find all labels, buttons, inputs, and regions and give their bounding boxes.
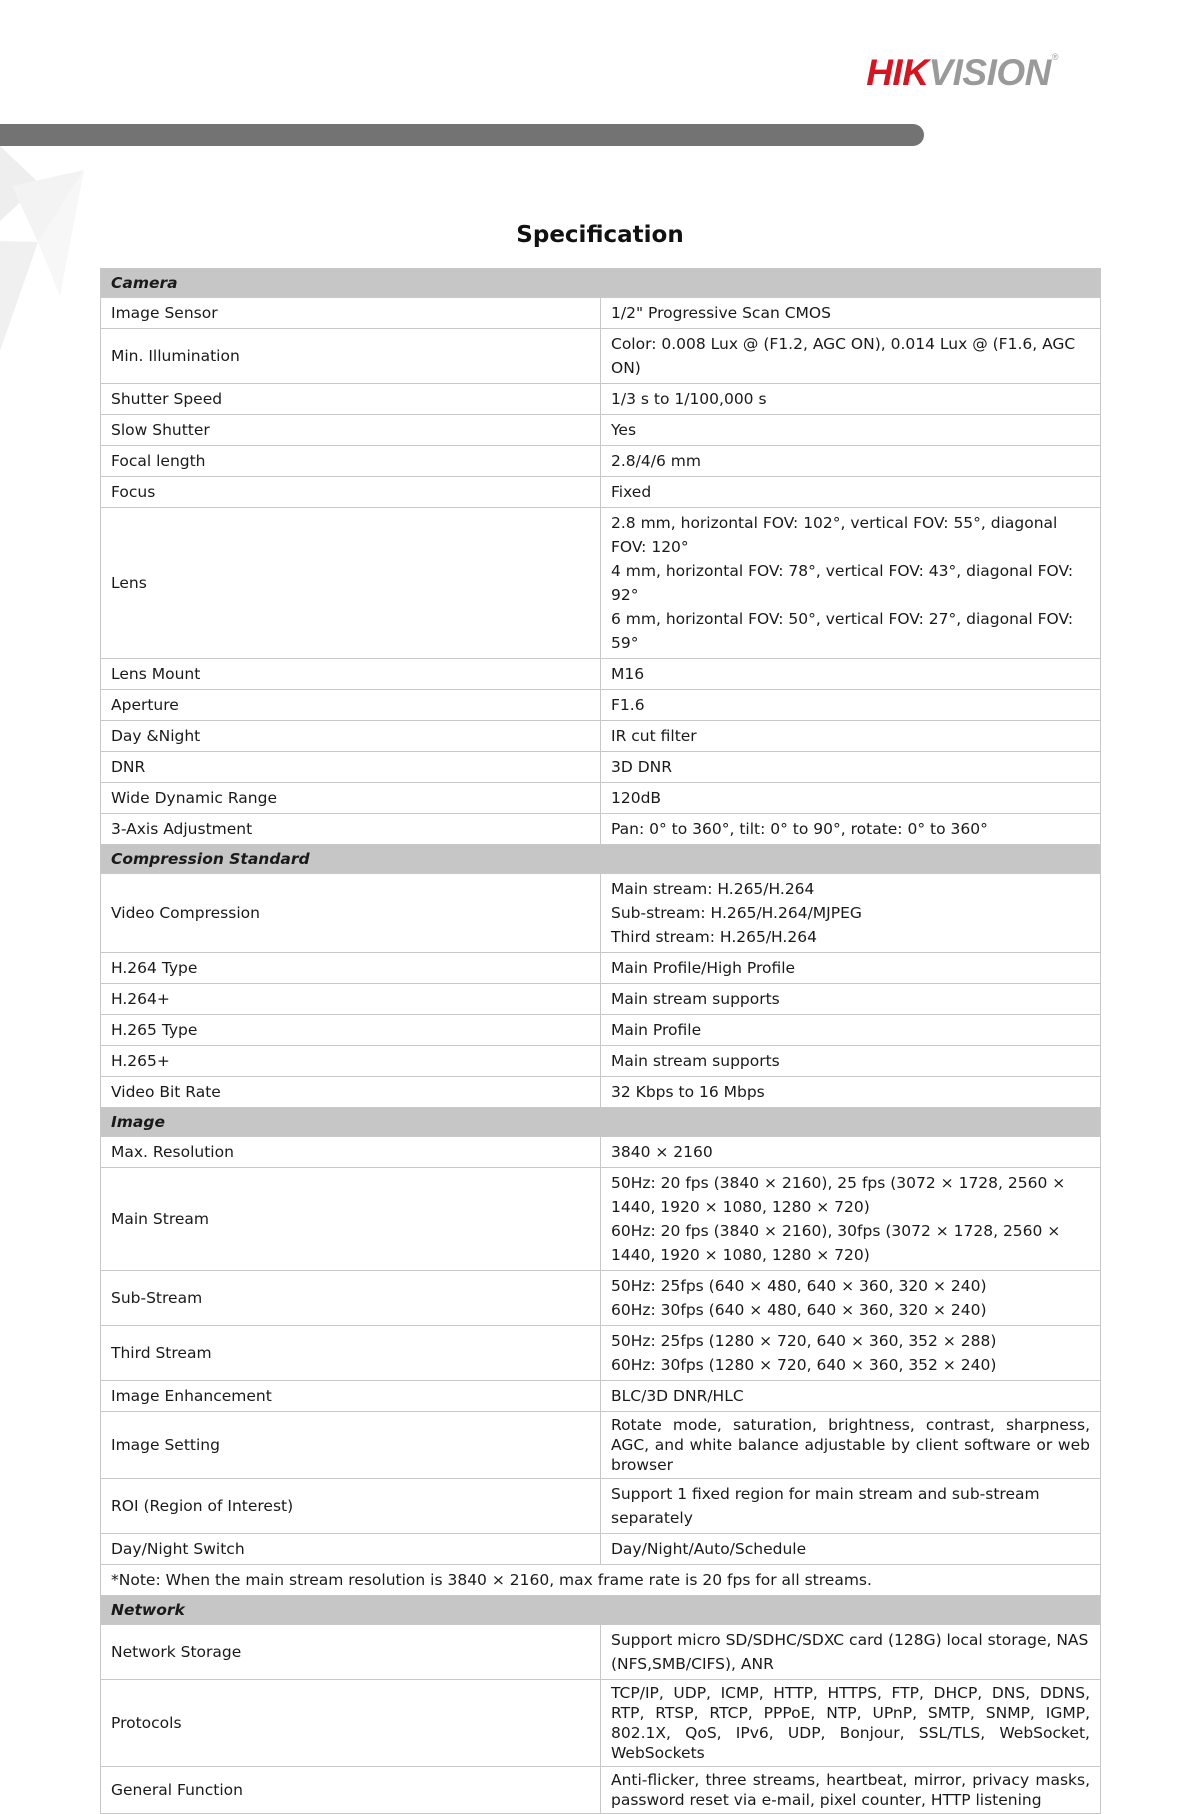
spec-row	[101, 953, 1101, 984]
spec-row	[101, 477, 1101, 508]
spec-value-line: Pan: 0° to 360°, tilt: 0° to 90°, rotate: 0° to 360°	[611, 820, 988, 838]
spec-row	[101, 659, 1101, 690]
spec-value	[601, 1168, 1101, 1271]
spec-row	[101, 690, 1101, 721]
spec-value	[601, 1625, 1101, 1680]
spec-value	[601, 1381, 1101, 1412]
spec-label: H.264 Type	[101, 953, 601, 984]
spec-label: H.265 Type	[101, 1015, 601, 1046]
spec-row	[101, 1479, 1101, 1534]
spec-row	[101, 1680, 1101, 1767]
section-title: Compression Standard	[101, 845, 1101, 874]
spec-label: General Function	[101, 1767, 601, 1814]
spec-row	[101, 783, 1101, 814]
spec-label: Third Stream	[101, 1326, 601, 1381]
spec-value	[601, 1412, 1101, 1479]
spec-label: Image Enhancement	[101, 1381, 601, 1412]
spec-label: Focus	[101, 477, 601, 508]
spec-row	[101, 721, 1101, 752]
spec-label: Slow Shutter	[101, 415, 601, 446]
spec-value-line: BLC/3D DNR/HLC	[611, 1387, 744, 1405]
spec-label: H.265+	[101, 1046, 601, 1077]
hikvision-logo	[866, 52, 1058, 94]
spec-row	[101, 1767, 1101, 1814]
spec-value	[601, 1534, 1101, 1565]
spec-value	[601, 690, 1101, 721]
spec-label: Min. Illumination	[101, 329, 601, 384]
spec-value-line: F1.6	[611, 696, 645, 714]
spec-value-line: Yes	[611, 421, 637, 439]
spec-value	[601, 1326, 1101, 1381]
spec-row	[101, 984, 1101, 1015]
spec-value-line: Main Profile	[611, 1021, 702, 1039]
spec-value	[601, 1046, 1101, 1077]
spec-value-line: Main stream supports	[611, 1052, 780, 1070]
logo-gray-text: VISION	[928, 52, 1051, 93]
spec-row	[101, 384, 1101, 415]
spec-label: Video Compression	[101, 874, 601, 953]
spec-row	[101, 446, 1101, 477]
spec-label: Day &Night	[101, 721, 601, 752]
spec-row	[101, 1381, 1101, 1412]
spec-value-line: Third stream: H.265/H.264	[611, 928, 817, 946]
spec-value-line: Rotate mode, saturation, brightness, contrast, sharpness, AGC, and white balance adjustable by client software or web browser	[611, 1416, 1090, 1474]
trademark-mark: ®	[1051, 52, 1058, 62]
note-text: *Note: When the main stream resolution is 3840 × 2160, max frame rate is 20 fps for all streams.	[101, 1565, 1101, 1596]
spec-value	[601, 984, 1101, 1015]
spec-value	[601, 329, 1101, 384]
spec-row	[101, 298, 1101, 329]
spec-value	[601, 384, 1101, 415]
spec-value-line: TCP/IP, UDP, ICMP, HTTP, HTTPS, FTP, DHCP, DNS, DDNS, RTP, RTSP, RTCP, PPPoE, NTP, UPnP, SMTP, SNMP, IGMP, 802.1X, QoS, IPv6, UDP, Bonjour, SSL/TLS, WebSocket, WebSockets	[611, 1684, 1090, 1762]
spec-value	[601, 1767, 1101, 1814]
spec-label: Image Setting	[101, 1412, 601, 1479]
spec-value	[601, 298, 1101, 329]
spec-value	[601, 508, 1101, 659]
spec-value	[601, 721, 1101, 752]
spec-value	[601, 874, 1101, 953]
section-header	[101, 1108, 1101, 1137]
spec-value	[601, 752, 1101, 783]
spec-label: 3-Axis Adjustment	[101, 814, 601, 845]
spec-value-line: 60Hz: 20 fps (3840 × 2160), 30fps (3072 × 1728, 2560 × 1440, 1920 × 1080, 1280 × 720)	[611, 1222, 1061, 1264]
spec-value-line: Day/Night/Auto/Schedule	[611, 1540, 807, 1558]
spec-value	[601, 477, 1101, 508]
spec-label: Sub-Stream	[101, 1271, 601, 1326]
section-title: Image	[101, 1108, 1101, 1137]
spec-label: Shutter Speed	[101, 384, 601, 415]
spec-label: H.264+	[101, 984, 601, 1015]
spec-value-line: 50Hz: 25fps (1280 × 720, 640 × 360, 352 × 288)	[611, 1332, 997, 1350]
spec-value-line: 4 mm, horizontal FOV: 78°, vertical FOV: 43°, diagonal FOV: 92°	[611, 562, 1074, 604]
spec-value-line: Color: 0.008 Lux @ (F1.2, AGC ON), 0.014 Lux @ (F1.6, AGC ON)	[611, 335, 1076, 377]
spec-value-line: 2.8 mm, horizontal FOV: 102°, vertical FOV: 55°, diagonal FOV: 120°	[611, 514, 1058, 556]
spec-row	[101, 1271, 1101, 1326]
spec-value	[601, 1271, 1101, 1326]
spec-row	[101, 814, 1101, 845]
spec-row	[101, 1326, 1101, 1381]
spec-value-line: 2.8/4/6 mm	[611, 452, 701, 470]
spec-value-line: 32 Kbps to 16 Mbps	[611, 1083, 765, 1101]
spec-value	[601, 1077, 1101, 1108]
spec-label: Network Storage	[101, 1625, 601, 1680]
spec-label: Focal length	[101, 446, 601, 477]
spec-label: Aperture	[101, 690, 601, 721]
spec-value-line: Fixed	[611, 483, 652, 501]
spec-label: Image Sensor	[101, 298, 601, 329]
spec-value	[601, 814, 1101, 845]
spec-row	[101, 1168, 1101, 1271]
section-header	[101, 269, 1101, 298]
spec-label: Day/Night Switch	[101, 1534, 601, 1565]
section-header	[101, 845, 1101, 874]
spec-value-line: Support micro SD/SDHC/SDXC card (128G) local storage, NAS (NFS,SMB/CIFS), ANR	[611, 1631, 1089, 1673]
note-row	[101, 1565, 1101, 1596]
spec-label: DNR	[101, 752, 601, 783]
spec-value	[601, 659, 1101, 690]
spec-label: Protocols	[101, 1680, 601, 1767]
spec-value-line: 50Hz: 25fps (640 × 480, 640 × 360, 320 × 240)	[611, 1277, 987, 1295]
spec-value-line: 50Hz: 20 fps (3840 × 2160), 25 fps (3072 × 1728, 2560 × 1440, 1920 × 1080, 1280 × 720)	[611, 1174, 1066, 1216]
spec-table	[100, 268, 1101, 1814]
spec-value-line: Main stream: H.265/H.264	[611, 880, 815, 898]
spec-row	[101, 1046, 1101, 1077]
spec-row	[101, 1534, 1101, 1565]
spec-row	[101, 508, 1101, 659]
spec-row	[101, 1077, 1101, 1108]
spec-value-line: Anti-flicker, three streams, heartbeat, mirror, privacy masks, password reset via e-mail, pixel counter, HTTP listening	[611, 1771, 1090, 1809]
page-title: Specification	[516, 222, 684, 248]
spec-value-line: 1/2" Progressive Scan CMOS	[611, 304, 831, 322]
spec-value-line: 60Hz: 30fps (640 × 480, 640 × 360, 320 × 240)	[611, 1301, 987, 1319]
spec-row	[101, 415, 1101, 446]
logo-red-text: HIK	[866, 52, 929, 93]
spec-value-line: 6 mm, horizontal FOV: 50°, vertical FOV: 27°, diagonal FOV: 59°	[611, 610, 1074, 652]
spec-row	[101, 1015, 1101, 1046]
spec-value-line: Main Profile/High Profile	[611, 959, 796, 977]
section-title: Network	[101, 1596, 1101, 1625]
spec-value	[601, 1479, 1101, 1534]
spec-value-line: 1/3 s to 1/100,000 s	[611, 390, 767, 408]
spec-row	[101, 874, 1101, 953]
spec-value-line: Sub-stream: H.265/H.264/MJPEG	[611, 904, 862, 922]
decorative-watermark	[0, 146, 90, 386]
spec-value-line: 120dB	[611, 789, 662, 807]
spec-row	[101, 1625, 1101, 1680]
section-title: Camera	[101, 269, 1101, 298]
spec-row	[101, 1137, 1101, 1168]
spec-label: Lens	[101, 508, 601, 659]
spec-label: ROI (Region of Interest)	[101, 1479, 601, 1534]
spec-label: Wide Dynamic Range	[101, 783, 601, 814]
spec-value-line: Support 1 fixed region for main stream and sub-stream separately	[611, 1485, 1040, 1527]
spec-row	[101, 752, 1101, 783]
spec-value-line: IR cut filter	[611, 727, 697, 745]
spec-row	[101, 1412, 1101, 1479]
section-header	[101, 1596, 1101, 1625]
spec-value-line: 3840 × 2160	[611, 1143, 713, 1161]
spec-value	[601, 1680, 1101, 1767]
spec-row	[101, 329, 1101, 384]
spec-value	[601, 415, 1101, 446]
spec-value	[601, 953, 1101, 984]
header-bar	[0, 124, 924, 146]
spec-value-line: Main stream supports	[611, 990, 780, 1008]
spec-label: Video Bit Rate	[101, 1077, 601, 1108]
spec-value	[601, 446, 1101, 477]
spec-label: Lens Mount	[101, 659, 601, 690]
spec-label: Main Stream	[101, 1168, 601, 1271]
spec-value-line: 3D DNR	[611, 758, 673, 776]
spec-value	[601, 1137, 1101, 1168]
spec-value	[601, 783, 1101, 814]
spec-value-line: 60Hz: 30fps (1280 × 720, 640 × 360, 352 × 240)	[611, 1356, 997, 1374]
spec-label: Max. Resolution	[101, 1137, 601, 1168]
spec-value	[601, 1015, 1101, 1046]
spec-value-line: M16	[611, 665, 645, 683]
